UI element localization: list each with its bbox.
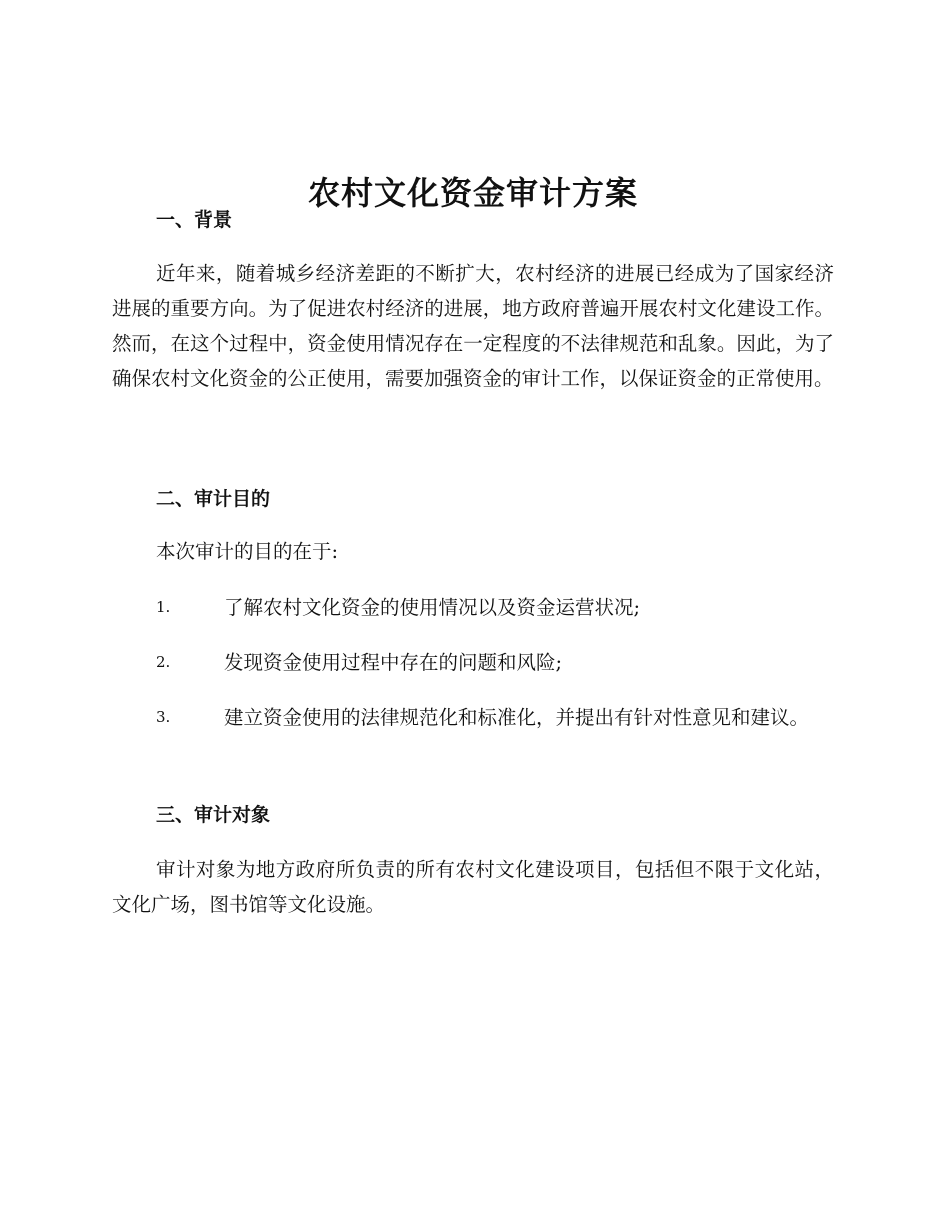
background-paragraph: 近年来，随着城乡经济差距的不断扩大，农村经济的进展已经成为了国家经济进展的重要方向。为了促进农村经济的进展，地方政府普遍开展农村文化建设工作。然而，在这个过程中，资金使用情况存在一定程度的不法律规范和乱象。因此，为了确保农村文化资金的公正使用，需要加强资金的审计工作，以保证资金的正常使用。 [112,262,834,390]
list-item-text: 建立资金使用的法律规范化和标准化，并提出有针对性意见和建议。 [224,706,810,729]
section-heading-background: 一、背景 [156,209,233,231]
section-heading-purpose: 二、审计目的 [156,488,271,510]
list-item [112,645,834,680]
list-item-text: 发现资金使用过程中存在的问题和风险; [224,651,563,674]
purpose-intro: 本次审计的目的在于: [156,540,339,563]
list-item [112,700,834,735]
list-item-number: 2. [156,653,171,671]
section-heading-subject: 三、审计对象 [156,804,271,826]
list-item-number: 3. [156,708,171,726]
document-title: 农村文化资金审计方案 [307,174,638,213]
list-item-text: 了解农村文化资金的使用情况以及资金运营状况; [224,596,641,619]
subject-paragraph: 审计对象为地方政府所负责的所有农村文化建设项目，包括但不限于文化站，文化广场，图书馆等文化设施。 [112,858,834,916]
list-item [112,590,834,625]
list-item-number: 1. [156,598,171,616]
